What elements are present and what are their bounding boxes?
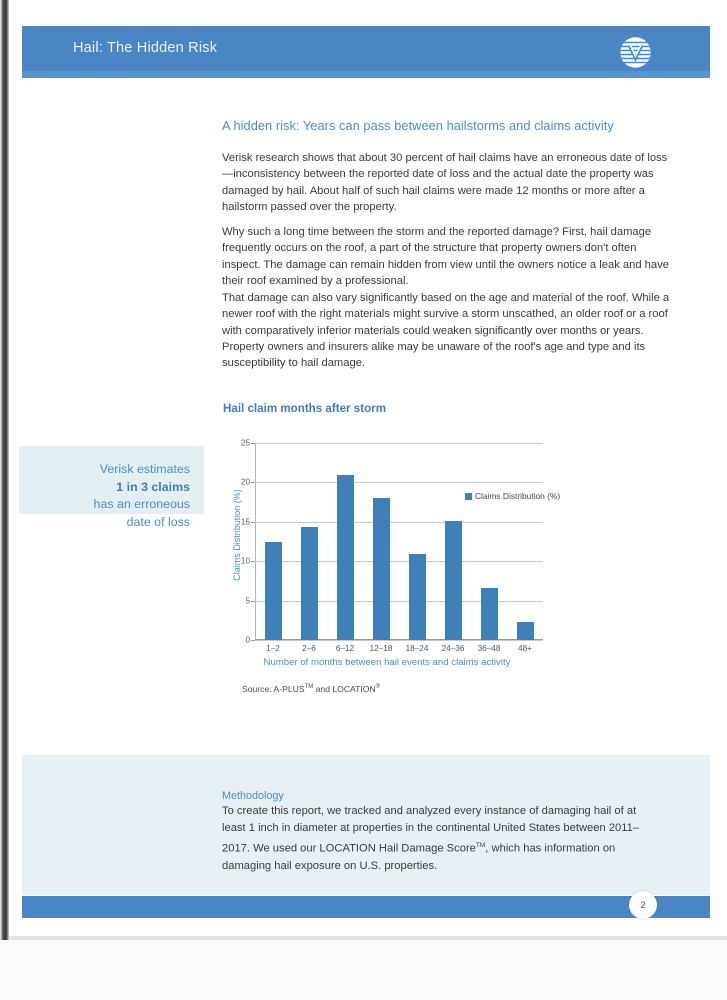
y-tick-label: 15: [240, 517, 250, 527]
chart-bars: [255, 443, 543, 640]
bar: [301, 527, 318, 640]
pullquote-line-3: has an erroneous: [93, 497, 190, 511]
bar-column: [363, 443, 399, 640]
pullquote-line-4: date of loss: [126, 514, 190, 529]
bar: [373, 498, 390, 640]
bar: [481, 588, 498, 640]
scan-background: [0, 940, 727, 1000]
source-registered: ®: [375, 684, 381, 691]
bar-chart: [222, 436, 561, 676]
verisk-logo-icon: [618, 35, 653, 70]
page-title: Hail: The Hidden Risk: [73, 40, 218, 56]
pullquote-box: [19, 446, 204, 529]
x-tick-label: 1–2: [266, 644, 280, 653]
source-text-1: Source: A-PLUS: [242, 684, 305, 694]
methodology-heading: Methodology: [222, 790, 284, 802]
y-axis-label-wrap: [230, 436, 244, 633]
bar: [517, 622, 534, 640]
gridline: [255, 640, 543, 641]
chart-plot-area: [240, 438, 561, 645]
source-text-2: and LOCATION: [313, 684, 376, 694]
x-axis-label: Number of months between hail events and claims activity: [263, 657, 511, 668]
bar-column: [471, 443, 507, 640]
chart-legend: [465, 491, 560, 501]
bar: [265, 542, 282, 640]
page-footer-bar: [22, 896, 710, 918]
y-tick-label: 5: [245, 596, 250, 606]
scan-edge-artifact: [0, 0, 9, 1000]
x-tick-label: 18–24: [405, 644, 429, 653]
page-number-badge: 2: [629, 891, 657, 919]
y-tick-label: 0: [245, 635, 250, 645]
body-paragraph-1: Verisk research shows that about 30 percent of hail claims have an erroneous date of loss—inconsistency between the reported date of loss and the actual date the property was damaged by hail. About half of such hail claims were made 12 months or more after a hailstorm passed over the property.: [222, 152, 668, 213]
pullquote-line-2: 1 in 3 claims: [116, 479, 190, 494]
y-tick-label: 25: [240, 438, 250, 448]
body-paragraph-3: That damage can also vary significantly based on the age and material of the roof. While a newer roof with the right materials might survive a storm unscathed, an older roof or a roof with comparatively inferior materials could weaken significantly over months or years. Property owners and insurers alike may be unaware of the roof's age and type and its susceptibility to hail damage.: [222, 292, 670, 370]
x-tick-label: 36–48: [477, 644, 501, 653]
methodology-text-2: , which has information on damaging hail exposure on U.S. properties.: [222, 842, 616, 872]
bar-column: [507, 443, 543, 640]
y-axis-label: Claims Distribution (%): [232, 488, 242, 581]
body-paragraph-2: Why such a long time between the storm and the reported damage? First, hail damage frequently occurs on the roof, a part of the structure that property owners don't often inspect. The damage can remain hidden from view until the owners notice a leak and have their roof examined by a professional.: [222, 226, 669, 287]
x-tick-label: 6–12: [335, 644, 355, 653]
chart-source-note: [242, 684, 380, 694]
y-tick-label: 20: [240, 477, 250, 487]
x-tick-label: 12–18: [369, 644, 393, 653]
methodology-body: [222, 803, 652, 875]
y-tick-mark: [251, 640, 255, 641]
bar-column: [399, 443, 435, 640]
x-tick-label: 2–6: [302, 644, 316, 653]
pullquote-line-1: Verisk estimates: [99, 462, 190, 476]
chart-title: Hail claim months after storm: [223, 402, 386, 415]
section-heading: A hidden risk: Years can pass between hailstorms and claims activity: [222, 118, 614, 133]
methodology-text-1: To create this report, we tracked and analyzed every instance of damaging hail of at least 1 inch in diameter at properties in the continental United States between 2011–2017. We used our LOCATION Hail Damage Score: [222, 805, 640, 855]
bar-column: [291, 443, 327, 640]
bar: [337, 475, 354, 640]
bar-column: [327, 443, 363, 640]
bar-column: [435, 443, 471, 640]
bar: [445, 521, 462, 640]
y-tick-label: 10: [240, 556, 250, 566]
methodology-tm: TM: [475, 842, 486, 849]
legend-swatch-icon: [465, 493, 472, 500]
x-tick-label: 24–36: [441, 644, 465, 653]
pullquote-text: [40, 461, 190, 531]
x-tick-label: 48+: [518, 644, 532, 653]
chart-x-tick-labels: [255, 644, 543, 653]
bar-column: [255, 443, 291, 640]
bar: [409, 554, 426, 640]
legend-label: Claims Distribution (%): [475, 491, 561, 501]
source-tm: TM: [304, 684, 314, 691]
